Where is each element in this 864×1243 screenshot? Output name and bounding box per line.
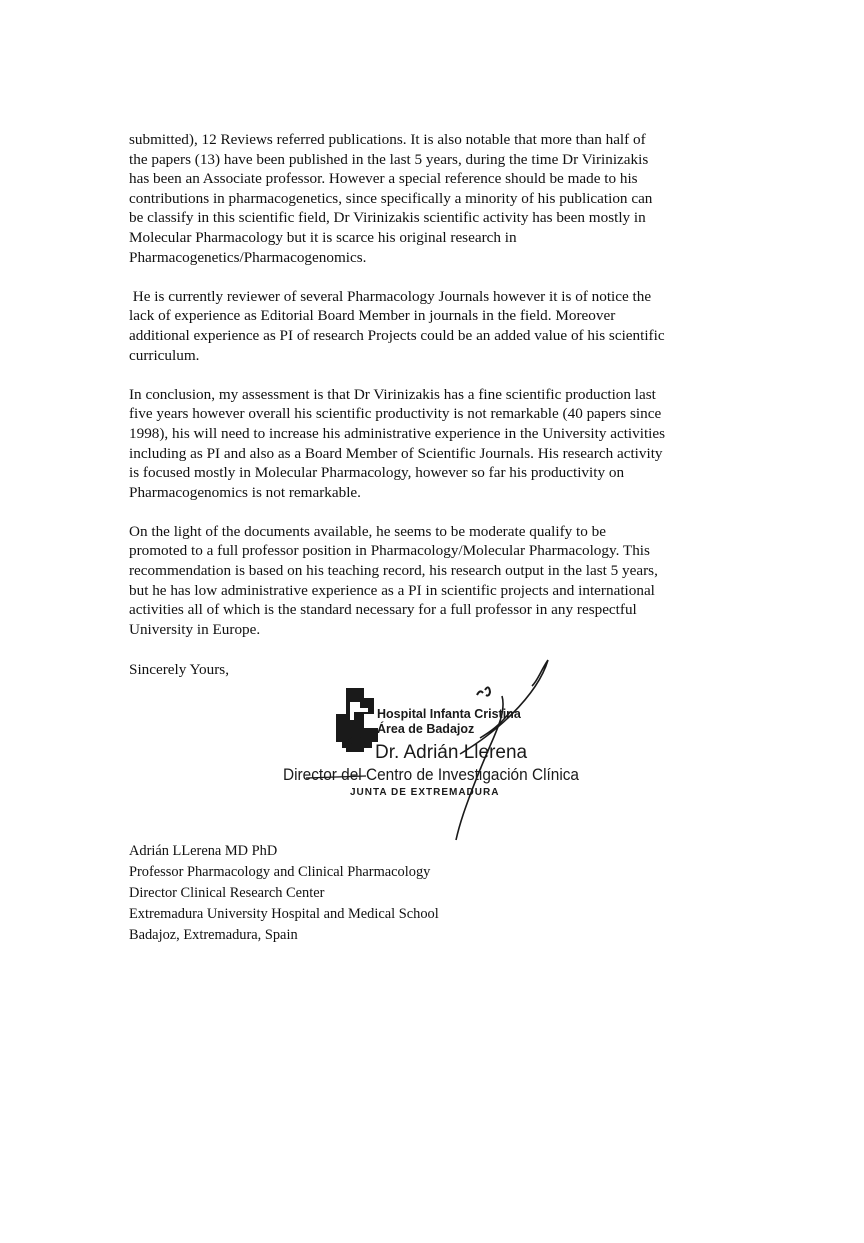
text-line: additional experience as PI of research Projects could be an added value of his scientific — [129, 326, 665, 344]
text-line: contributions in pharmacogenetics, since specifically a minority of his publication can — [129, 189, 653, 207]
paragraph-conclusion — [129, 385, 729, 503]
signatory-institution: Extremadura University Hospital and Medical School — [129, 906, 439, 922]
text-line: submitted), 12 Reviews referred publications. It is also notable that more than half of — [129, 131, 646, 148]
text-line: has been an Associate professor. However a special reference should be made to his — [129, 170, 638, 188]
signatory-role: Director Clinical Research Center — [129, 885, 325, 901]
text-line: is focused mostly in Molecular Pharmacology, however so far his productivity on — [129, 464, 625, 482]
signatory-name: Adrián LLerena MD PhD — [129, 843, 278, 859]
stamp-hospital: Hospital Infanta Cristina — [377, 707, 521, 721]
closing-salutation: Sincerely Yours, — [129, 661, 229, 678]
paragraph-publications — [129, 130, 729, 267]
ses-logo-text: SES — [345, 735, 368, 747]
ses-logo-icon — [336, 688, 378, 752]
text-line: lack of experience as Editorial Board Member in journals in the field. Moreover — [129, 307, 616, 325]
signature-block — [129, 841, 439, 946]
text-line: On the light of the documents available, he seems to be moderate qualify to be — [129, 522, 606, 540]
official-stamp — [280, 650, 610, 850]
text-line: be classify in this scientific field, Dr Virinizakis scientific activity has been mostly in — [129, 209, 646, 227]
letter-body — [129, 130, 729, 659]
text-line: Pharmacogenetics/Pharmacogenomics. — [129, 248, 367, 266]
text-line: Pharmacogenomics is not remarkable. — [129, 483, 361, 501]
text-line: curriculum. — [129, 346, 200, 364]
text-line: University in Europe. — [129, 620, 261, 638]
text-line: including as PI and also as a Board Member of Scientific Journals. His research activity — [129, 444, 663, 462]
stamp-doctor: Dr. Adrián Llerena — [375, 742, 528, 763]
text-line: recommendation is based on his teaching record, his research output in the last 5 years, — [129, 562, 658, 580]
signatory-location: Badajoz, Extremadura, Spain — [129, 927, 298, 943]
signatory-title: Professor Pharmacology and Clinical Pharmacology — [129, 864, 431, 880]
stamp-area: Área de Badajoz — [377, 722, 475, 736]
text-line: Molecular Pharmacology but it is scarce his original research in — [129, 228, 517, 246]
paragraph-recommendation — [129, 522, 729, 640]
stamp-graphic — [280, 650, 610, 850]
text-line: five years however overall his scientific productivity is not remarkable (40 papers since — [129, 405, 662, 423]
text-line: but he has low administrative experience as a PI in scientific projects and international — [129, 581, 655, 599]
paragraph-reviewer — [129, 287, 729, 365]
ink-mark — [477, 687, 490, 695]
text-line: In conclusion, my assessment is that Dr Virinizakis has a fine scientific production last — [129, 385, 656, 403]
stamp-junta: JUNTA DE EXTREMADURA — [350, 787, 500, 798]
text-line: the papers (13) have been published in the last 5 years, during the time Dr Virinizakis — [129, 150, 649, 168]
text-line: He is currently reviewer of several Pharmacology Journals however it is of notice the — [129, 287, 652, 305]
text-line: 1998), his will need to increase his administrative experience in the University activities — [129, 424, 666, 442]
text-line: activities all of which is the standard necessary for a full professor in any respectful — [129, 601, 637, 619]
stamp-director: Director del Centro de Investigación Clínica — [283, 765, 580, 784]
text-line: promoted to a full professor position in Pharmacology/Molecular Pharmacology. This — [129, 542, 650, 560]
